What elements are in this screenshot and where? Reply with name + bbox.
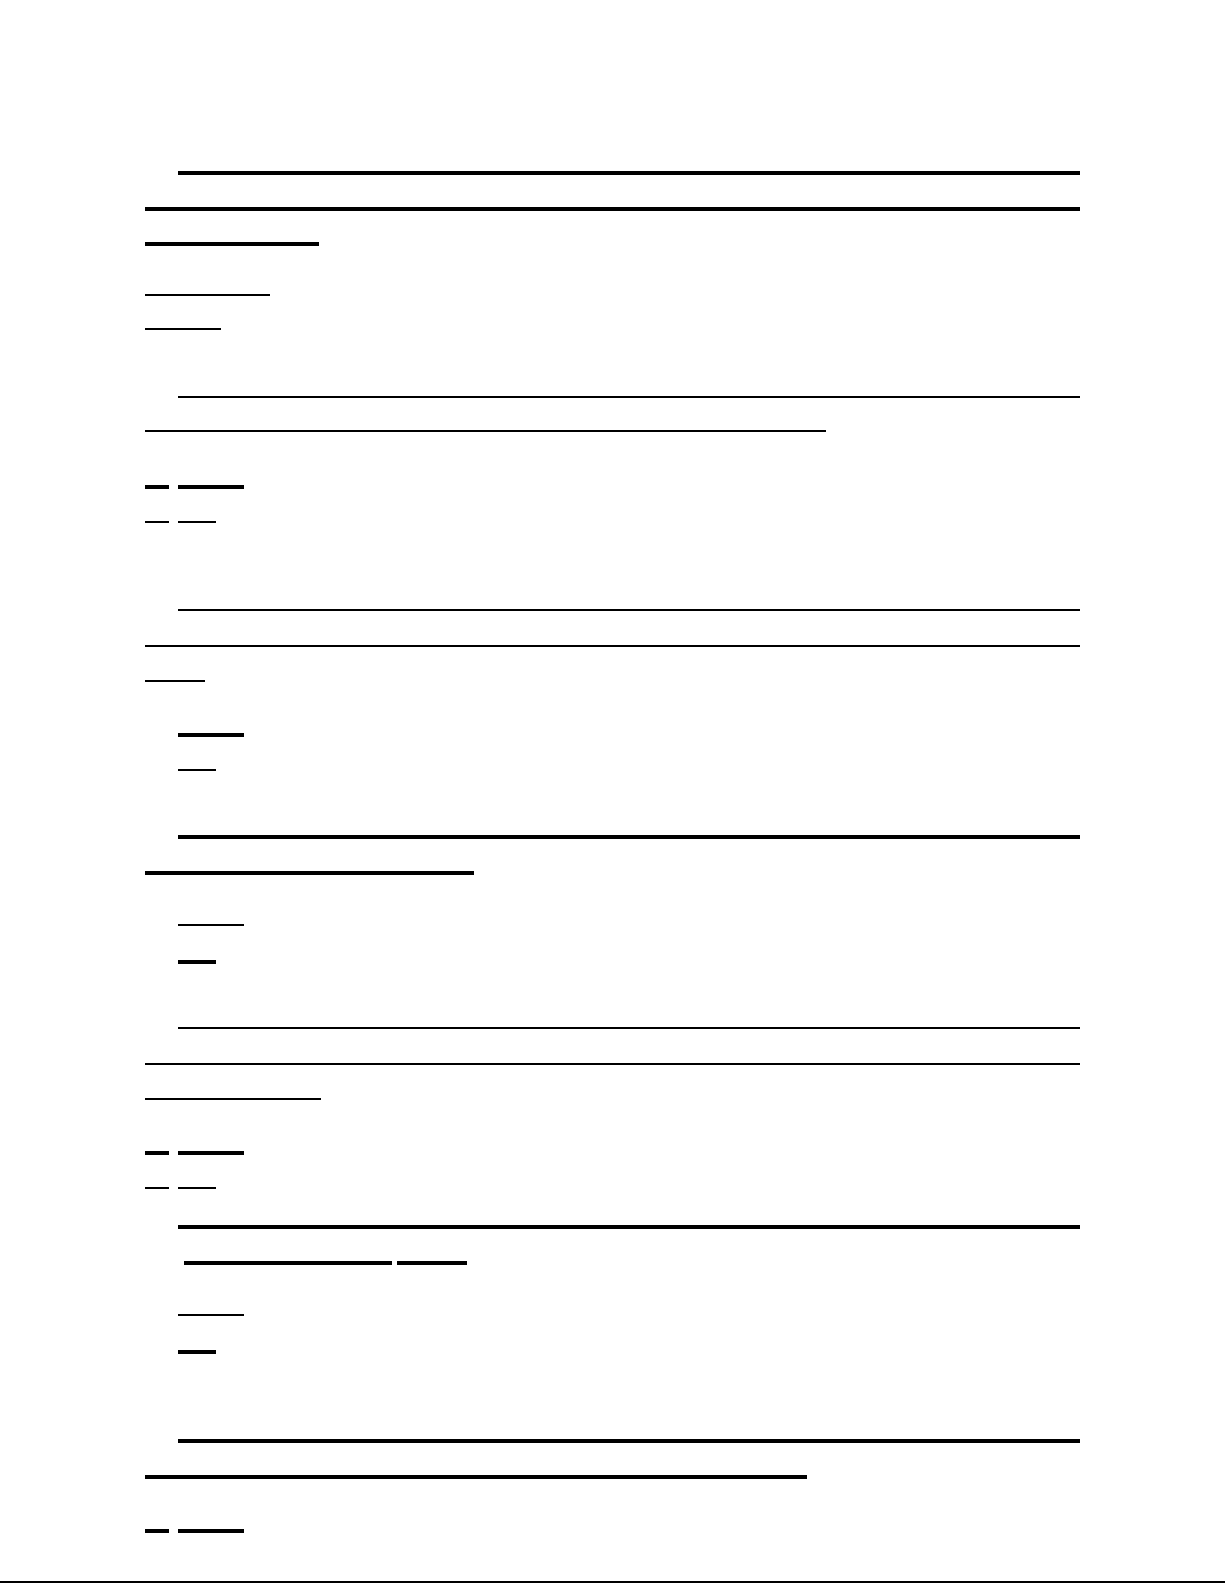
redacted-line <box>178 609 1080 611</box>
redacted-line <box>178 960 216 964</box>
redacted-line <box>178 1027 1080 1029</box>
redacted-line <box>178 485 244 489</box>
redacted-line <box>178 1187 216 1189</box>
redacted-line <box>145 680 205 682</box>
redacted-label-marker <box>145 1151 169 1155</box>
redacted-label-marker <box>145 1187 169 1189</box>
redacted-line <box>397 1261 467 1265</box>
redacted-line <box>178 924 244 926</box>
redacted-line <box>178 171 1080 175</box>
redacted-line <box>145 1098 321 1100</box>
redacted-line <box>145 328 221 330</box>
redacted-line <box>178 733 244 737</box>
redacted-line <box>145 294 270 296</box>
redacted-line <box>178 1225 1080 1229</box>
redacted-line <box>178 1350 216 1354</box>
redacted-line <box>178 396 1080 398</box>
redacted-line <box>145 645 1080 647</box>
redacted-line <box>178 1314 244 1316</box>
redacted-line <box>178 835 1080 839</box>
redacted-line <box>178 521 216 523</box>
redacted-label-marker <box>145 485 169 489</box>
redacted-line <box>145 242 319 246</box>
page-bottom-border <box>0 1581 1225 1583</box>
redacted-line <box>145 1475 807 1479</box>
redacted-label-marker <box>145 521 169 523</box>
redacted-line <box>178 1529 244 1533</box>
redacted-line <box>178 1439 1080 1443</box>
redacted-label-marker <box>145 1529 169 1533</box>
redacted-line <box>178 1151 244 1155</box>
redacted-line <box>178 769 216 771</box>
redacted-line <box>145 430 826 432</box>
redacted-line <box>145 871 474 875</box>
redacted-line <box>184 1261 392 1265</box>
redacted-line <box>145 207 1080 211</box>
redacted-line <box>145 1063 1080 1065</box>
